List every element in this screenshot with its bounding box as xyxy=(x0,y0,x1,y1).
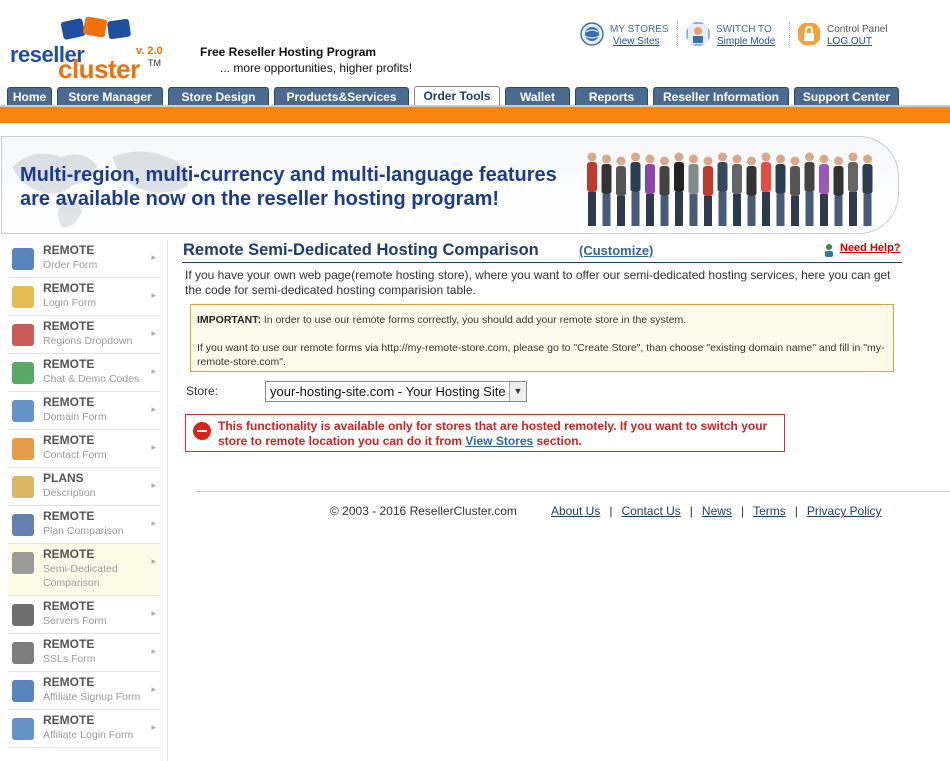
sidebar-item-title: REMOTE xyxy=(43,547,95,561)
person-figure xyxy=(718,153,728,227)
sidebar-item[interactable] xyxy=(8,634,160,672)
domain-icon xyxy=(12,400,34,422)
chevron-right-icon: ▸ xyxy=(151,290,156,300)
person-figure xyxy=(689,155,699,227)
chevron-right-icon: ▸ xyxy=(151,684,156,694)
chevron-right-icon: ▸ xyxy=(151,442,156,452)
contact-icon xyxy=(12,438,34,460)
banner-text: Multi-region, multi-currency and multi-language features are available now on the reseller hosting program! xyxy=(20,164,557,210)
main-nav xyxy=(0,86,950,107)
important-notice xyxy=(190,304,894,372)
lock-icon xyxy=(797,22,821,46)
my-stores-title: MY STORES xyxy=(610,24,669,35)
person-figure xyxy=(776,155,786,227)
sidebar-item-title: REMOTE xyxy=(43,357,95,371)
copyright: © 2003 - 2016 ResellerCluster.com xyxy=(330,504,517,518)
simple-mode-link[interactable]: Simple Mode xyxy=(717,36,776,47)
store-label: Store: xyxy=(186,384,219,398)
person-figure xyxy=(645,155,655,227)
sidebar-item[interactable] xyxy=(8,544,160,596)
footer-divider xyxy=(196,491,950,492)
chevron-right-icon: ▸ xyxy=(151,722,156,732)
chevron-right-icon: ▸ xyxy=(151,556,156,566)
person-figure xyxy=(747,157,757,227)
store-select-value: your-hosting-site.com - Your Hosting Site xyxy=(270,384,506,399)
sidebar-item-title: REMOTE xyxy=(43,243,95,257)
sidebar-item-subtitle: Description xyxy=(43,487,96,499)
footer-link-contact-us[interactable]: Contact Us xyxy=(621,504,681,518)
switch-mode-icon xyxy=(686,22,710,46)
footer: © 2003 - 2016 ResellerCluster.com About Us | Contact Us | News | Terms | Privacy Policy xyxy=(330,504,882,518)
chevron-right-icon: ▸ xyxy=(151,518,156,528)
page-title: Remote Semi-Dedicated Hosting Comparison xyxy=(183,241,539,259)
logout-link[interactable]: LOG OUT xyxy=(827,36,873,47)
tab-products-services[interactable]: Products&Services xyxy=(274,87,409,107)
sidebar-item-subtitle: Affiliate Login Form xyxy=(43,729,134,741)
chevron-right-icon: ▸ xyxy=(151,328,156,338)
semi-dedicated-icon xyxy=(12,552,34,574)
person-figure xyxy=(631,153,641,227)
customize-link[interactable]: (Customize) xyxy=(579,243,654,258)
sidebar-item-title: REMOTE xyxy=(43,281,95,295)
sidebar-item-subtitle: Semi-Dedicated Comparison xyxy=(43,563,118,589)
people-group-icon xyxy=(586,147,886,231)
logo-text-reseller: reseller xyxy=(10,42,85,67)
person-figure xyxy=(602,155,612,227)
sidebar-item[interactable] xyxy=(8,240,160,278)
chevron-right-icon: ▸ xyxy=(151,646,156,656)
sidebar-divider xyxy=(167,240,168,761)
tab-order-tools[interactable]: Order Tools xyxy=(414,86,500,107)
person-figure xyxy=(703,157,713,227)
sidebar-item[interactable] xyxy=(8,316,160,354)
person-figure xyxy=(732,155,742,227)
sidebar-item-title: REMOTE xyxy=(43,319,95,333)
sidebar-item[interactable] xyxy=(8,468,160,506)
sidebar-item-subtitle: Chat & Demo Codes xyxy=(43,373,140,385)
logo[interactable] xyxy=(8,14,168,84)
affiliate-login-icon xyxy=(12,718,34,740)
tab-store-manager[interactable]: Store Manager xyxy=(57,87,163,107)
sidebar-item[interactable] xyxy=(8,278,160,316)
error-message xyxy=(185,414,785,452)
view-stores-link[interactable]: View Stores xyxy=(465,434,534,448)
important-text-1: In order to use our remote forms correctly, you should add your remote store in the system. xyxy=(260,314,687,326)
no-entry-icon xyxy=(193,422,211,440)
chevron-right-icon: ▸ xyxy=(151,404,156,414)
globe-icon xyxy=(580,22,604,46)
sidebar-item-subtitle: SSLs Form xyxy=(43,653,96,665)
help-person-icon xyxy=(822,243,836,257)
sidebar-item-title: REMOTE xyxy=(43,509,95,523)
ssl-icon xyxy=(12,642,34,664)
chevron-right-icon: ▸ xyxy=(151,366,156,376)
control-panel-title: Control Panel xyxy=(827,24,888,35)
logo-tm: TM xyxy=(148,58,161,68)
person-figure xyxy=(616,157,626,227)
sidebar-item-title: REMOTE xyxy=(43,713,95,727)
sidebar-item[interactable] xyxy=(8,430,160,468)
intro-text: If you have your own web page(remote hosting store), where you want to offer our semi-dedicated hosting services, here you can get the code for semi-dedicated hosting comparision table. xyxy=(185,268,891,297)
sidebar-item-subtitle: Regions Dropdown xyxy=(43,335,133,347)
important-text-2: If you want to use our remote forms via http://my-remote-store.com, please go to "Create Store", than choose "existing domain name" and fill in "my-remote-store.com". xyxy=(197,342,885,368)
sidebar-item[interactable] xyxy=(8,354,160,392)
sidebar-item-title: REMOTE xyxy=(43,637,95,651)
sidebar-item[interactable] xyxy=(8,392,160,430)
error-tail: section. xyxy=(533,434,582,448)
person-figure xyxy=(587,153,597,227)
chevron-right-icon: ▸ xyxy=(151,480,156,490)
sidebar-item[interactable] xyxy=(8,710,160,748)
magnifier-icon xyxy=(12,514,34,536)
person-figure xyxy=(848,153,858,227)
sidebar-item-title: REMOTE xyxy=(43,433,95,447)
person-figure xyxy=(819,155,829,227)
sidebar xyxy=(8,240,160,748)
tab-wallet[interactable]: Wallet xyxy=(505,87,570,107)
affiliate-signup-icon xyxy=(12,680,34,702)
tab-reports[interactable]: Reports xyxy=(575,87,648,107)
footer-link-terms[interactable]: Terms xyxy=(753,504,786,518)
person-figure xyxy=(761,153,771,227)
tagline-title: Free Reseller Hosting Program xyxy=(200,45,377,59)
footer-link-about-us[interactable]: About Us xyxy=(550,504,601,518)
switch-to-title: SWITCH TO xyxy=(716,24,772,35)
person-figure xyxy=(790,157,800,227)
flags-icon xyxy=(12,324,34,346)
sidebar-item-subtitle: Login Form xyxy=(43,297,97,309)
person-figure xyxy=(660,157,670,227)
need-help-link[interactable]: Need Help? xyxy=(840,242,901,254)
chevron-right-icon: ▸ xyxy=(151,252,156,262)
sidebar-item-subtitle: Contact Form xyxy=(43,449,107,461)
logo-mark-icon xyxy=(60,14,140,44)
tab-reseller-information[interactable]: Reseller Information xyxy=(653,87,789,107)
logo-text-cluster: cluster xyxy=(58,54,140,84)
chevron-down-icon[interactable]: ▼ xyxy=(509,382,526,401)
tagline-subtitle: ... more opportunities, higher profits! xyxy=(220,61,413,75)
sidebar-item[interactable] xyxy=(8,506,160,544)
vps-icon xyxy=(12,604,34,626)
sidebar-item-subtitle: Domain Form xyxy=(43,411,107,423)
sidebar-item-title: REMOTE xyxy=(43,395,95,409)
store-select[interactable] xyxy=(265,381,527,402)
header-divider xyxy=(789,22,790,48)
tab-support-center[interactable]: Support Center xyxy=(794,87,899,107)
sidebar-item-title: REMOTE xyxy=(43,599,95,613)
sidebar-item-subtitle: Order Form xyxy=(43,259,98,271)
chat-icon xyxy=(12,362,34,384)
sidebar-item-title: PLANS xyxy=(43,471,84,485)
logo-version: v. 2.0 xyxy=(136,45,163,57)
person-figure xyxy=(863,155,873,227)
header-divider xyxy=(677,22,678,48)
view-sites-link[interactable]: View Sites xyxy=(613,36,660,47)
title-divider xyxy=(182,262,902,263)
tab-store-design[interactable]: Store Design xyxy=(168,87,269,107)
person-figure xyxy=(834,157,844,227)
orange-bar xyxy=(0,107,950,123)
sidebar-item[interactable] xyxy=(8,596,160,634)
footer-link-news[interactable]: News xyxy=(701,504,732,518)
tab-home[interactable]: Home xyxy=(7,87,52,107)
sidebar-item-title: REMOTE xyxy=(43,675,95,689)
footer-link-privacy-policy[interactable]: Privacy Policy xyxy=(806,504,882,518)
chevron-right-icon: ▸ xyxy=(151,608,156,618)
login-form-icon xyxy=(12,286,34,308)
important-label: IMPORTANT: xyxy=(197,314,261,326)
order-form-icon xyxy=(12,248,34,270)
sidebar-item[interactable] xyxy=(8,672,160,710)
sidebar-item-subtitle: Servers Form xyxy=(43,615,107,627)
person-figure xyxy=(674,153,684,227)
person-figure xyxy=(805,153,815,227)
error-text: This functionality is available only for stores that are hosted remotely. If you want to switch your store to remote location you can do it from xyxy=(218,419,768,448)
sidebar-item-subtitle: Affiliate Signup Form xyxy=(43,691,141,703)
plans-icon xyxy=(12,476,34,498)
sidebar-item-subtitle: Plan Comparison xyxy=(43,525,124,537)
promo-banner xyxy=(1,136,899,234)
